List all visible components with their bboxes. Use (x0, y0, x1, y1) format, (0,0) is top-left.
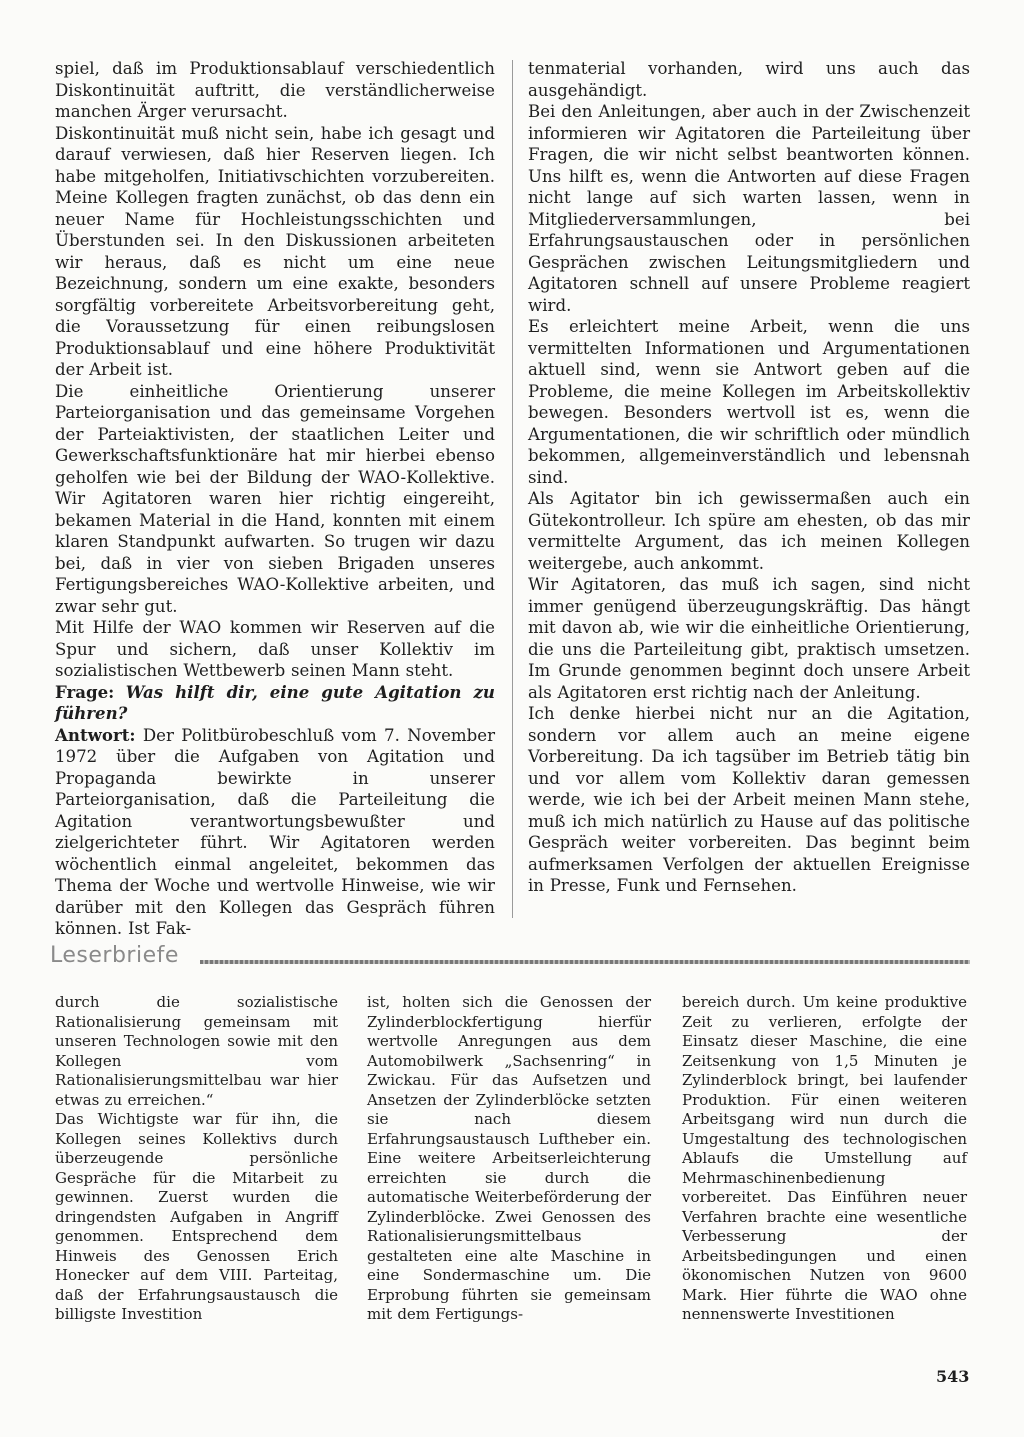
question-paragraph (55, 682, 495, 725)
section-header (50, 943, 970, 973)
letter-paragraph: ist, holten sich die Genossen der Zylinderblockfertigung hierfür wertvolle Anregungen aus dem Automobilwerk „Sachsenring“ in Zwickau. Für das Aufsetzen und Ansetzen der Zylinderblöcke setzten sie nach diesem Erfahrungsaustausch Luftheber ein. Eine weitere Arbeitserleichterung erreichten sie durch die automatische Weiterbeförderung der Zylinderblöcke. Zwei Genossen des Rationalisierungsmittelbaus gestalteten eine alte Maschine in eine Sondermaschine um. Die Erprobung führten sie gemeinsam mit dem Fertigungs- (367, 993, 651, 1323)
answer-text: Der Politbürobeschluß vom 7. November 1972 über die Aufgaben von Agitation und Propaganda bewirkte in unserer Parteiorganisation, daß die Parteileitung die Agitation verantwortungsbewußter und zielgerichteter führt. Wir Agitatoren werden wöchentlich einmal angeleitet, bekommen das Thema der Woche und wertvolle Hinweise, wie wir darüber mit den Kollegen das Gespräch führen können. Ist Fak- (55, 725, 495, 938)
answer-label: Antwort: (55, 724, 136, 745)
question-text: Was hilft dir, eine gute Agitation zu führen? (55, 681, 495, 723)
letter-paragraph: bereich durch. Um keine produktive Zeit zu verlieren, erfolgte der Einsatz dieser Maschine, die eine Zeitsenkung von 1,5 Minuten je Zylinderblock bringt, bei laufender Produktion. Für einen weiteren Arbeitsgang wird nun durch die Umgestaltung des technologischen Ablaufs die Umstellung auf Mehrmaschinenbedienung vorbereitet. Das Einführen neuer Verfahren brachte eine wesentliche Verbesserung der Arbeitsbedingungen und einen ökonomischen Nutzen von 9600 Mark. Hier führte die WAO ohne nennenswerte Investitionen (682, 993, 967, 1323)
letters-column-2 (367, 993, 651, 1325)
column-divider (512, 60, 513, 918)
question-label: Frage: (55, 681, 115, 702)
article-paragraph: Mit Hilfe der WAO kommen wir Reserven auf die Spur und sichern, daß unser Kollektiv im sozialistischen Wettbewerb seinen Mann steht. (55, 618, 495, 680)
article-paragraph: Es erleichtert meine Arbeit, wenn die uns vermittelten Informationen und Argumentationen aktuell sind, wenn sie Antwort geben auf die Probleme, die meine Kollegen im Arbeitskollektiv bewegen. Besonders wertvoll ist es, wenn die Argumentationen, die wir schriftlich oder mündlich bekommen, allgemeinverständlich und lebensnah sind. (528, 317, 970, 487)
answer-paragraph (55, 725, 495, 940)
article-paragraph: spiel, daß im Produktionsablauf verschiedentlich Diskontinuität auftritt, die verständlicherweise manchen Ärger verursacht. (55, 59, 495, 121)
article-paragraph: Diskontinuität muß nicht sein, habe ich gesagt und darauf verwiesen, daß hier Reserven liegen. Ich habe mitgeholfen, Initiativschichten vorzubereiten. Meine Kollegen fragten zunächst, ob das denn ein neuer Name für Hochleistungsschichten und Überstunden sei. In den Diskussionen arbeiteten wir heraus, daß es nicht um eine neue Bezeichnung, sondern um eine exakte, besonders sorgfältig vorbereitete Arbeitsvorbereitung geht, die Voraussetzung für einen reibungslosen Produktionsablauf und eine höhere Produktivität der Arbeit ist. (55, 123, 495, 379)
page-number: 543 (936, 1367, 970, 1386)
article-paragraph: tenmaterial vorhanden, wird uns auch das ausgehändigt. (528, 59, 970, 100)
section-rule (200, 960, 970, 964)
article-column-1 (55, 58, 495, 940)
article-paragraph: Ich denke hierbei nicht nur an die Agitation, sondern vor allem auch an meine eigene Vorbereitung. Da ich tagsüber im Betrieb tätig bin und vor allem vom Kollektiv daran gemessen werde, wie ich bei der Arbeit meinen Mann stehe, muß ich mich natürlich zu Hause auf das politische Gespräch weiter vorbereiten. Das beginnt beim aufmerksamen Verfolgen der aktuellen Ereignisse in Presse, Funk und Fernsehen. (528, 704, 970, 895)
letter-paragraph: durch die sozialistische Rationalisierung gemeinsam mit unseren Technologen sowie mit den Kollegen vom Rationalisierungsmittelbau war hier etwas zu erreichen.“ (55, 993, 338, 1109)
letters-column-3 (682, 993, 967, 1325)
letters-column-1 (55, 993, 338, 1325)
section-title: Leserbriefe (50, 943, 179, 968)
article-paragraph: Als Agitator bin ich gewissermaßen auch ein Gütekontrolleur. Ich spüre am ehesten, ob das mir vermittelte Argument, das ich meinen Kollegen weitergebe, auch ankommt. (528, 489, 970, 573)
article-column-2 (528, 58, 970, 897)
article-paragraph: Wir Agitatoren, das muß ich sagen, sind nicht immer genügend überzeugungskräftig. Das hängt mit davon ab, wie wir die einheitliche Orientierung, die uns die Parteileitung gibt, praktisch umsetzen. Im Grunde genommen beginnt doch unsere Arbeit als Agitatoren erst richtig nach der Anleitung. (528, 575, 970, 702)
letter-paragraph: Das Wichtigste war für ihn, die Kollegen seines Kollektivs durch überzeugende persönliche Gespräche für die Mitarbeit zu gewinnen. Zuerst wurden die dringendsten Aufgaben in Angriff genommen. Entsprechend dem Hinweis des Genossen Erich Honecker auf dem VIII. Parteitag, daß der Erfahrungsaustausch die billigste Investition (55, 1110, 338, 1323)
article-paragraph: Die einheitliche Orientierung unserer Parteiorganisation und das gemeinsame Vorgehen der Parteiaktivisten, der staatlichen Leiter und Gewerkschaftsfunktionäre hat mir hierbei ebenso geholfen wie bei der Bildung der WAO-Kollektive. Wir Agitatoren waren hier richtig eingereiht, bekamen Material in die Hand, konnten mit einem klaren Standpunkt aufwarten. So trugen wir dazu bei, daß in vier von sieben Brigaden unseres Fertigungsbereiches WAO-Kollektive arbeiten, und zwar sehr gut. (55, 381, 495, 616)
article-paragraph: Bei den Anleitungen, aber auch in der Zwischenzeit informieren wir Agitatoren die Parteileitung über Fragen, die wir nicht selbst beantworten können. Uns hilft es, wenn die Antworten auf diese Fragen nicht lange auf sich warten lassen, wenn in Mitgliederversammlungen, bei Erfahrungsaustauschen oder in persönlichen Gesprächen zwischen Leitungsmitgliedern und Agitatoren schnell auf unsere Probleme reagiert wird. (528, 102, 970, 315)
